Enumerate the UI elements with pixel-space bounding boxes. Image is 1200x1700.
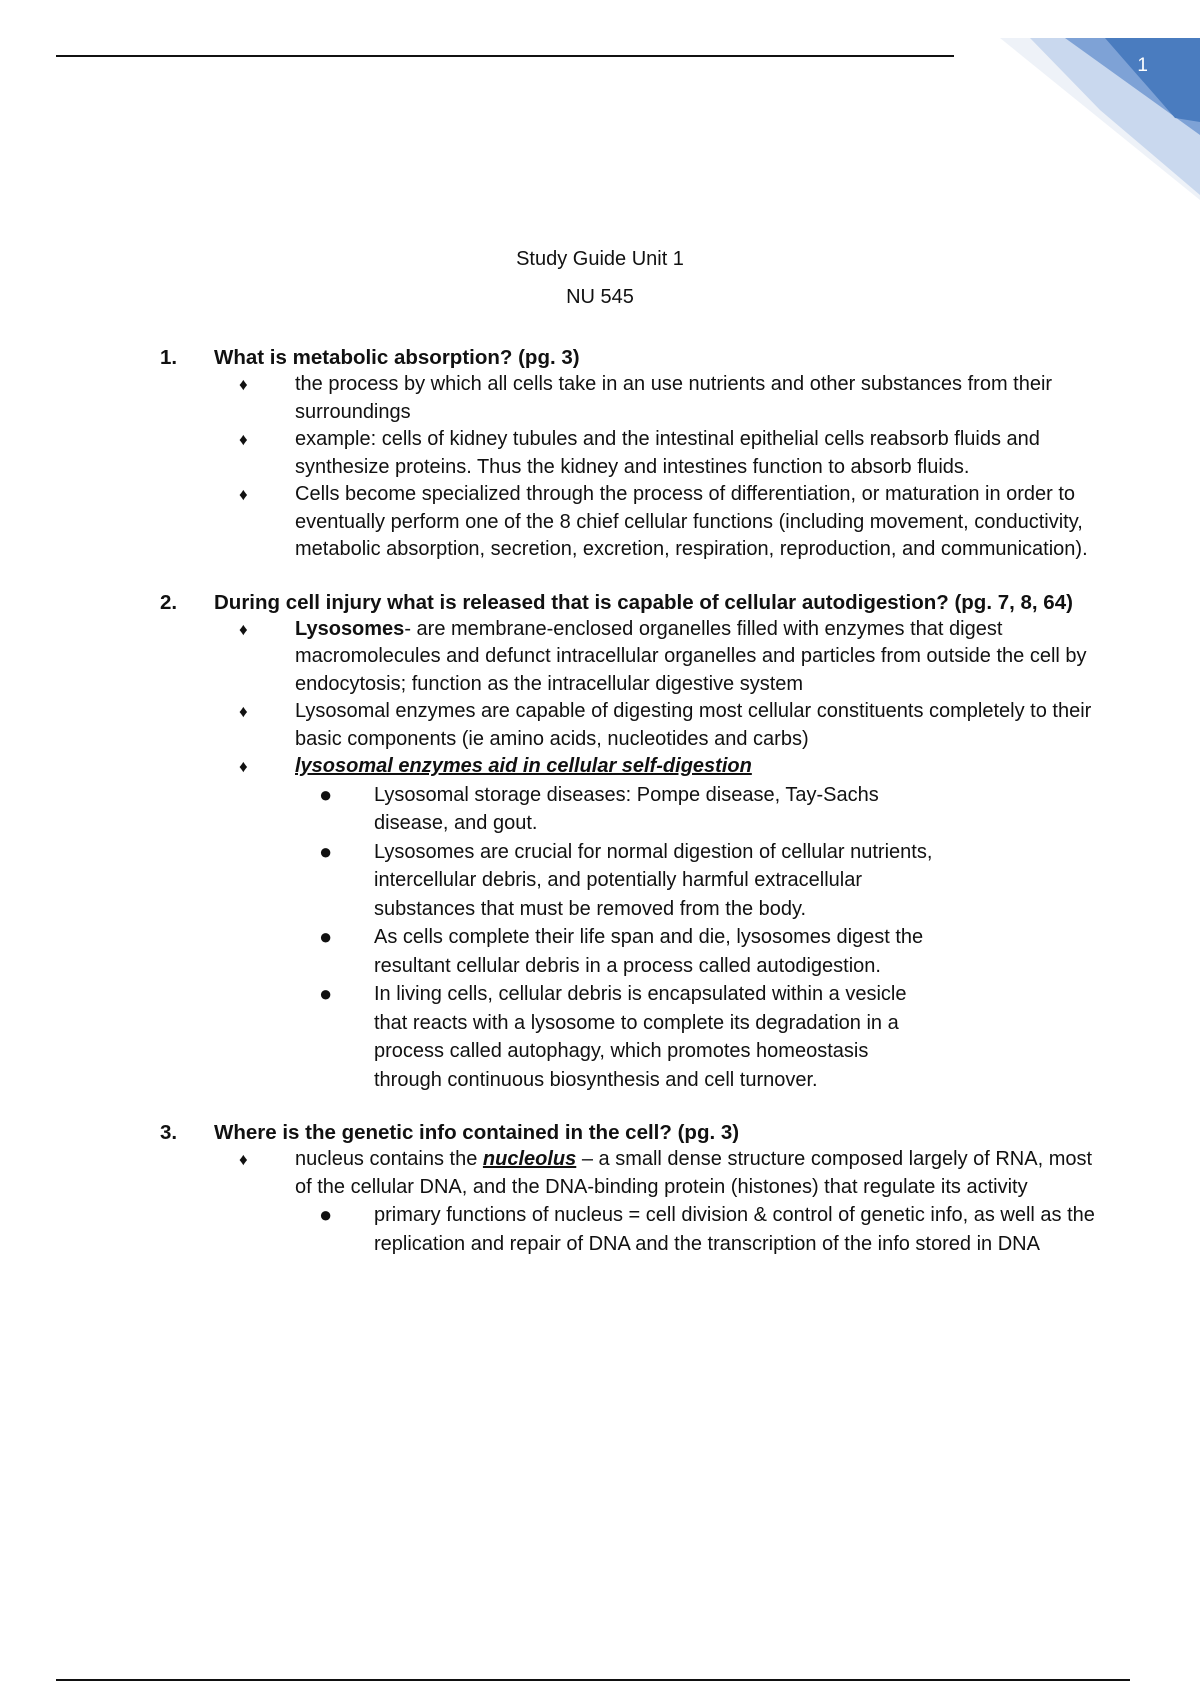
page-number: 1 xyxy=(1137,55,1148,76)
question-heading xyxy=(0,1119,1200,1146)
sub-bullet-item xyxy=(0,838,934,924)
bullet-item xyxy=(0,481,1200,564)
sub-bullet-text: As cells complete their life span and die, lysosomes digest the resultant cellular debris in a process called autodigestion. xyxy=(374,926,924,977)
sub-bullet-item xyxy=(0,923,934,980)
sub-bullet-text: Lysosomes are crucial for normal digestion of cellular nutrients, intercellular debris, and potentially harmful extracellular substances that must be removed from the body. xyxy=(374,840,933,920)
question-1 xyxy=(0,344,1200,564)
diamond-bullet-icon: ♦ xyxy=(239,375,248,394)
question-number: 2. xyxy=(160,590,178,614)
diamond-bullet-icon: ♦ xyxy=(239,430,248,449)
question-text: During cell injury what is released that is capable of cellular autodigestion? (pg. 7, 8, 64) xyxy=(214,590,1073,614)
footer-rule xyxy=(56,1679,1130,1681)
bullet-text: - are membrane-enclosed organelles filled with enzymes that digest macromolecules and defunct intracellular organelles and particles from outside the cell by endocytosis; function as the intracellular digestive system xyxy=(295,617,1087,695)
bullet-text: nucleus contains the xyxy=(295,1148,478,1170)
question-number: 3. xyxy=(160,1121,178,1144)
emphasized-text: lysosomal enzymes aid in cellular self-digestion xyxy=(295,755,752,777)
bullet-item xyxy=(0,616,1200,699)
sub-bullet-item xyxy=(0,1201,1114,1258)
bullet-item xyxy=(0,1146,1200,1201)
sub-bullet-text: In living cells, cellular debris is encapsulated within a vesicle that reacts with a lysosome to complete its degradation in a process called autophagy, which promotes homeostasis through continuous biosynthesis and cell turnover. xyxy=(374,983,907,1091)
bullet-text: the process by which all cells take in an use nutrients and other substances from their surroundings xyxy=(295,373,1053,423)
emphasized-term: nucleolus xyxy=(482,1148,577,1170)
bullet-text: – a small dense structure composed largely of RNA, most of the cellular DNA, and the DNA-binding protein (histones) that regulate its activity xyxy=(295,1148,1093,1198)
dot-bullet-icon: ● xyxy=(319,838,333,864)
diamond-bullet-icon: ♦ xyxy=(239,619,248,639)
dot-bullet-icon: ● xyxy=(319,1202,333,1227)
question-text: What is metabolic absorption? (pg. 3) xyxy=(214,346,580,369)
dot-bullet-icon: ● xyxy=(319,924,333,949)
dot-bullet-icon: ● xyxy=(319,981,333,1006)
document-title: Study Guide Unit 1 xyxy=(516,248,684,270)
bullet-item xyxy=(0,698,1200,753)
question-heading xyxy=(0,344,1200,371)
sub-bullet-item xyxy=(0,980,934,1094)
dot-bullet-icon: ● xyxy=(319,781,333,807)
sub-bullet-text: primary functions of nucleus = cell division & control of genetic info, as well as the replication and repair of DNA and the transcription of the info stored in DNA xyxy=(374,1204,1095,1255)
corner-decoration xyxy=(940,0,1200,200)
bullet-text: Lysosomal enzymes are capable of digesting most cellular constituents completely to their basic components (ie amino acids, nucleotides and carbs) xyxy=(295,700,1092,750)
bullet-lead-term: Lysosomes xyxy=(295,617,405,640)
question-3 xyxy=(0,1119,1200,1258)
bullet-text: Cells become specialized through the process of differentiation, or maturation in order to eventually perform one of the 8 chief cellular functions (including movement, conductivity, metabolic absorption, secretion, excretion, respiration, reproduction, and communication). xyxy=(295,483,1088,560)
question-number: 1. xyxy=(160,346,178,369)
bullet-item xyxy=(0,753,1200,781)
header-rule xyxy=(56,55,954,57)
bullet-text: example: cells of kidney tubules and the intestinal epithelial cells reabsorb fluids and synthesize proteins. Thus the kidney and intestines function to absorb fluids. xyxy=(295,428,1040,478)
bullet-item xyxy=(0,371,1200,426)
course-code: NU 545 xyxy=(566,286,634,308)
question-text: Where is the genetic info contained in the cell? (pg. 3) xyxy=(214,1121,740,1144)
diamond-bullet-icon: ♦ xyxy=(239,757,248,776)
diamond-bullet-icon: ♦ xyxy=(239,702,248,721)
bullet-item xyxy=(0,426,1200,481)
question-list xyxy=(0,344,1200,1283)
diamond-bullet-icon: ♦ xyxy=(239,485,248,504)
diamond-bullet-icon: ♦ xyxy=(239,1150,248,1169)
sub-bullet-item xyxy=(0,781,934,838)
question-2 xyxy=(0,589,1200,1095)
sub-bullet-text: Lysosomal storage diseases: Pompe disease, Tay-Sachs disease, and gout. xyxy=(374,783,879,834)
question-heading xyxy=(0,589,1200,616)
